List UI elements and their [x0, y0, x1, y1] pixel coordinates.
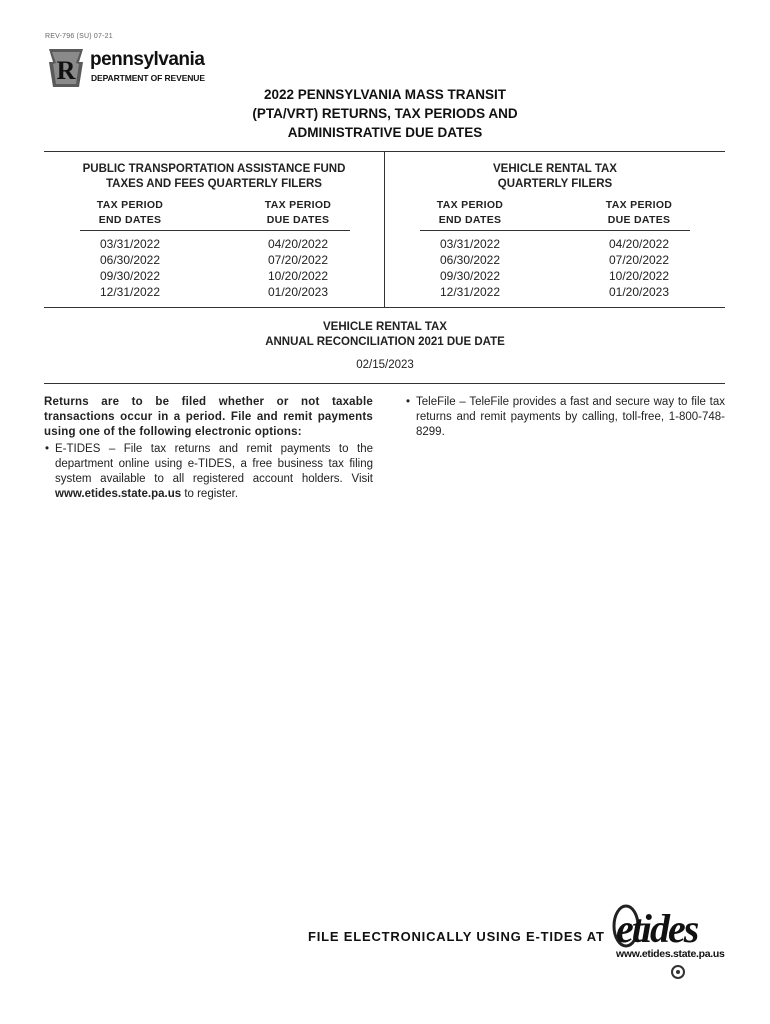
pta-end-date: 06/30/2022: [99, 253, 161, 267]
pta-due-date: 07/20/2022: [267, 253, 329, 267]
pta-header-rule: [80, 230, 350, 231]
pta-end-date: 09/30/2022: [99, 269, 161, 283]
etides-logo: [612, 900, 727, 982]
pta-end-date: 03/31/2022: [99, 237, 161, 251]
logo-department: DEPARTMENT OF REVENUE: [91, 73, 205, 83]
etides-logo-icon: [612, 900, 727, 982]
vrt-due-date: 04/20/2022: [608, 237, 670, 251]
etides-link[interactable]: www.etides.state.pa.us: [55, 488, 182, 500]
vrt-end-dates: [410, 236, 530, 300]
vrt-heading: VEHICLE RENTAL TAX QUARTERLY FILERS: [493, 163, 617, 190]
svg-text:R: R: [56, 56, 76, 85]
pta-due-date: 04/20/2022: [267, 237, 329, 251]
pta-heading: PUBLIC TRANSPORTATION ASSISTANCE FUND TAXES AND FEES QUARTERLY FILERS: [82, 163, 346, 190]
vrt-due-dates-header: TAX PERIOD DUE DATES: [605, 199, 673, 226]
vrt-end-date: 06/30/2022: [439, 253, 501, 267]
vrt-end-date: 03/31/2022: [439, 237, 501, 251]
title-line-3: ADMINISTRATIVE DUE DATES: [287, 125, 483, 140]
lower-divider: [44, 383, 725, 384]
footer-text: FILE ELECTRONICALLY USING E-TIDES AT: [308, 929, 605, 944]
vrt-header-rule: [420, 230, 690, 231]
pa-revenue-logo: [46, 47, 216, 89]
vrt-due-dates: [579, 236, 699, 300]
vrt-end-date: 12/31/2022: [439, 285, 501, 299]
vrt-due-date: 01/20/2023: [608, 285, 670, 299]
instructions-intro: Returns are to be filed whether or not taxable transactions occur in a period. File and remit payments using one of the following electronic options:: [44, 396, 373, 438]
reconciliation-heading: VEHICLE RENTAL TAX ANNUAL RECONCILIATION 2021 DUE DATE: [265, 321, 505, 348]
vrt-end-dates-header: TAX PERIOD END DATES: [436, 199, 504, 226]
svg-text:etides: etides: [616, 906, 698, 951]
pta-end-date: 12/31/2022: [99, 285, 161, 299]
etides-bullet: • E-TIDES – File tax returns and remit payments to the department online using e-TIDES, a free business tax filing system available to all registered account holders. Visit www.etides.state.pa.us to register.: [45, 443, 373, 500]
instructions-left-column: [44, 395, 373, 502]
title-line-2: (PTA/VRT) RETURNS, TAX PERIODS AND: [252, 106, 518, 121]
pta-due-dates: [238, 236, 358, 300]
pta-end-dates-header: TAX PERIOD END DATES: [96, 199, 164, 226]
vrt-end-date: 09/30/2022: [439, 269, 501, 283]
reconciliation-due-date: 02/15/2023: [356, 359, 414, 371]
form-id: REV-796 (SU) 07-21: [45, 33, 113, 40]
pta-end-dates: [70, 236, 190, 300]
logo-state-name: pennsylvania: [90, 49, 205, 70]
pta-due-date: 01/20/2023: [267, 285, 329, 299]
instructions-right-column: [405, 395, 725, 440]
middle-divider: [44, 307, 725, 308]
telefile-bullet: • TeleFile – TeleFile provides a fast and secure way to file tax returns and remit payments by calling, toll-free, 1-800-748-8299.: [406, 396, 725, 438]
keystone-r-icon: [46, 47, 86, 89]
title-line-1: 2022 PENNSYLVANIA MASS TRANSIT: [263, 87, 507, 102]
etides-logo-url: www.etides.state.pa.us: [616, 948, 725, 960]
pta-due-date: 10/20/2022: [267, 269, 329, 283]
pta-due-dates-header: TAX PERIOD DUE DATES: [264, 199, 332, 226]
vrt-due-date: 10/20/2022: [608, 269, 670, 283]
vrt-due-date: 07/20/2022: [608, 253, 670, 267]
